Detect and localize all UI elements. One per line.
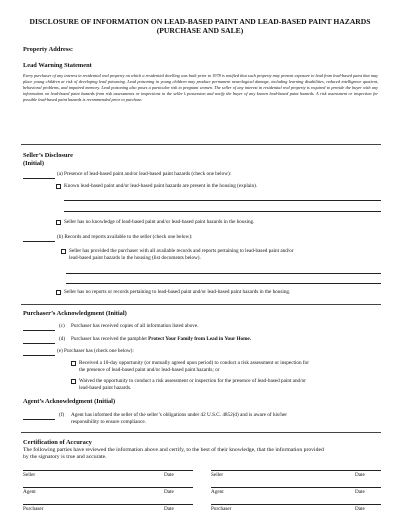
- agent-f-text-2: responsibility to ensure compliance.: [71, 419, 146, 425]
- purchaser-initial-c-field[interactable]: [23, 330, 55, 331]
- purchaser-d-text-plain: Purchaser has received the pamphlet: [71, 336, 147, 342]
- explain-line-2[interactable]: [64, 211, 381, 212]
- certification-body-2: by the signatory is true and accurate.: [23, 454, 107, 460]
- purchaser-initial-d-field[interactable]: [23, 343, 55, 344]
- waived-opportunity-label-2: lead-based paint hazards.: [79, 385, 132, 391]
- property-address-label: Property Address:: [23, 46, 73, 53]
- form-title-line2: (PURCHASE AND SALE): [156, 26, 244, 36]
- signature-line-right-1[interactable]: [211, 470, 381, 471]
- signature-line-left-1[interactable]: [23, 470, 193, 471]
- signature-label-agent-left: Agent: [23, 489, 36, 495]
- purchaser-d-letter: (d): [59, 336, 66, 342]
- signature-line-left-2[interactable]: [23, 487, 193, 488]
- form-title: [0, 17, 400, 36]
- records-provided-label-2: lead-based paint hazards in the housing (list documents below).: [69, 255, 201, 261]
- records-provided-label-1: Seller has provided the purchaser with all available records and reports pertaining to lead-based paint and/or: [69, 248, 294, 254]
- agent-f-text-1: Agent has informed the seller of the seller’s obligations under 42 U.S.C. 4852(d) and is aware of his/her: [71, 412, 288, 418]
- form-title-line1: DISCLOSURE OF INFORMATION ON LEAD-BASED PAINT AND LEAD-BASED PAINT HAZARDS: [29, 17, 371, 26]
- documents-line-2[interactable]: [66, 283, 381, 284]
- waived-opportunity-label-1: Waived the opportunity to conduct a risk assessment or inspection for the presence of lead-based paint and/or: [79, 378, 306, 384]
- purchaser-c-text: Purchaser has received copies of all information listed above.: [71, 323, 199, 329]
- signature-label-purchaser-left: Purchaser: [23, 506, 44, 512]
- known-lead-checkbox[interactable]: [56, 184, 61, 189]
- explain-line-1[interactable]: [64, 200, 381, 201]
- certification-body-1: The following parties have reviewed the information above and certify, to the best of their knowledge, that the information provided: [23, 447, 324, 453]
- seller-disclosure-heading: [23, 152, 73, 168]
- no-records-checkbox[interactable]: [56, 290, 61, 295]
- no-records-label: Seller has no reports or records pertaining to lead-based paint and/or lead-based paint hazards in the housing.: [64, 289, 291, 295]
- seller-item-a: (a) Presence of lead-based paint and/or lead-based paint hazards (check one below):: [57, 171, 232, 177]
- lead-warning-heading: Lead Warning Statement: [23, 62, 92, 69]
- no-knowledge-label: Seller has no knowledge of lead-based paint and/or lead-based paint hazards in the housing.: [64, 219, 255, 225]
- certification-body: [23, 447, 324, 461]
- received-opportunity-label-2: the presence of lead-based paint and/or lead-based paint hazards; or: [79, 367, 220, 373]
- waived-opportunity-checkbox[interactable]: [71, 379, 76, 384]
- records-provided-checkbox[interactable]: [61, 249, 66, 254]
- divider: [21, 304, 381, 305]
- purchaser-c-letter: (c): [59, 323, 65, 329]
- date-label-purchaser-left: Date: [164, 506, 174, 512]
- date-label-seller-right: Date: [355, 472, 365, 478]
- signature-label-seller-right: Seller: [211, 472, 224, 478]
- documents-line-1[interactable]: [66, 273, 381, 274]
- signature-label-agent-right: Agent: [211, 489, 224, 495]
- signature-line-left-3[interactable]: [23, 504, 193, 505]
- signature-line-right-3[interactable]: [211, 504, 381, 505]
- received-opportunity-checkbox[interactable]: [71, 361, 76, 366]
- received-opportunity-label-1: Received a 10-day opportunity (or mutually agreed upon period) to conduct a risk assessment or inspection for: [79, 360, 309, 366]
- divider: [21, 144, 381, 145]
- purchaser-d-text: [71, 336, 251, 343]
- agent-ack-heading: Agent’s Acknowledgment (Initial): [23, 398, 116, 405]
- divider: [21, 432, 381, 433]
- signature-line-right-2[interactable]: [211, 487, 381, 488]
- signature-label-seller-left: Seller: [23, 472, 36, 478]
- lead-warning-body: Every purchaser of any interest in residential real property on which a residential dwelling was built prior to 1978 is notified that such property may present exposure to lead from lead-based paint that may place young children at risk of developing lead poisoning. Lead poisoning in young children may produce permanent neurological damage, including learning disabilities, reduced intelligence quotient, behavioral problems, and impaired memory. Lead poisoning also poses a particular risk to pregnant women. The seller of any interest in residential real property is required to provide the buyer with any information on lead-based paint hazards from risk assessments or inspections in the seller’s possession and notify the buyer of any known lead-based paint hazards. A risk assessment or inspection for possible lead-based paint hazards is recommended prior to purchase.: [23, 73, 378, 102]
- pamphlet-title: Protect Your Family from Lead in Your Home.: [148, 336, 252, 342]
- agent-initial-f-field[interactable]: [23, 419, 55, 420]
- purchaser-initial-e-field[interactable]: [23, 355, 55, 356]
- known-lead-label: Known lead-based paint and/or lead-based paint hazards are present in the housing (explain).: [64, 183, 258, 189]
- certification-heading: Certification of Accuracy: [23, 439, 92, 446]
- date-label-agent-right: Date: [355, 489, 365, 495]
- date-label-purchaser-right: Date: [355, 506, 365, 512]
- seller-initial-b-field[interactable]: [23, 241, 55, 242]
- date-label-agent-left: Date: [164, 489, 174, 495]
- seller-initial-a-field[interactable]: [23, 178, 55, 179]
- purchaser-e-text: (e) Purchaser has (check one below):: [57, 348, 134, 354]
- agent-f-letter: (f): [59, 412, 65, 418]
- purchaser-ack-heading: Purchaser’s Acknowledgment (Initial): [23, 310, 127, 317]
- no-knowledge-checkbox[interactable]: [56, 220, 61, 225]
- seller-disclosure-initial: (Initial): [23, 160, 44, 167]
- seller-item-b: (b) Records and reports available to the seller (check one below):: [57, 234, 193, 240]
- signature-label-purchaser-right: Purchaser: [211, 506, 232, 512]
- seller-disclosure-title: Seller’s Disclosure: [23, 152, 73, 159]
- date-label-seller-left: Date: [164, 472, 174, 478]
